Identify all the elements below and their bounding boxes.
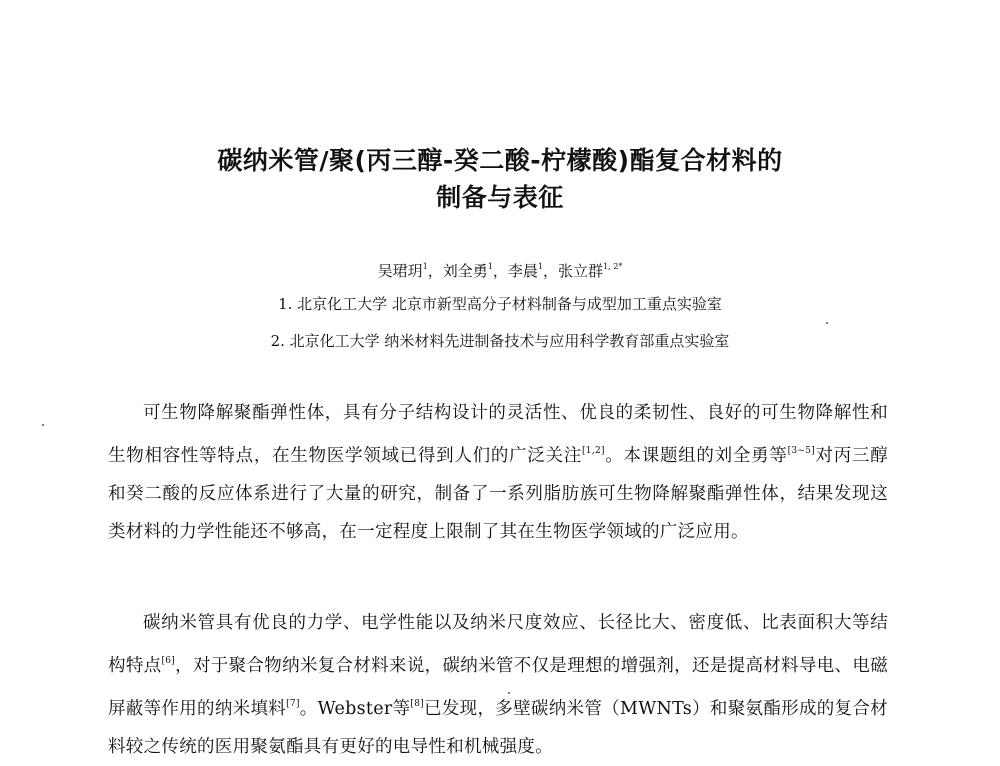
citation-ref: [6] [161,656,176,666]
affiliation-1: 1. 北京化工大学 北京市新型高分子材料制备与成型加工重点实验室 [278,295,722,313]
paper-title-line-1: 碳纳米管/聚(丙三醇-癸二酸-柠檬酸)酯复合材料的 [217,146,783,175]
author-name: 刘全勇 [442,262,488,280]
paragraph-text: 对丙三醇和癸二酸的反应体系进行了大量的研究，制备了一系列脂肪族可生物降解聚酯弹性体，结果发现这类材料的力学性能还不够高，在一定程度上限制了其在生物医学领域的广泛应用。 [108,446,888,542]
citation-ref: [1,2] [581,446,605,456]
scan-speck [826,322,828,324]
author-affiliation-mark: 1 [422,262,428,271]
author-name: 李晨 [507,262,538,280]
paragraph-text: 已发现，多壁碳纳米管（MWNTs）和聚氨酯形成的复合材料较之传统的医用聚氨酯具有更好的电导性和机械强度。 [108,699,889,757]
citation-ref: [3~5] [787,446,816,456]
paragraph-text: 。本课题组的刘全勇等 [604,446,788,466]
author-separator: ， [543,262,559,280]
citation-ref: [7] [286,699,300,709]
paragraph-text: 可生物降解聚酯弹性体，具有分子结构设计的灵活性、优良的柔韧性、良好的可生物降解性和生物相容性等特点，在生物医学领域已得到人们的广泛关注 [108,403,888,466]
author-affiliation-mark: 1, 2* [603,262,623,271]
body-paragraph-2 [108,604,888,766]
author-name: 吴珺玥 [377,262,423,280]
author-separator: ， [427,262,443,280]
scan-speck [42,424,44,426]
author-separator: ， [492,262,508,280]
paragraph-text: 。Webster等 [299,699,411,719]
body-paragraph-1 [108,394,888,551]
author-affiliation-mark: 1 [487,262,493,271]
affiliation-2: 2. 北京化工大学 纳米材料先进制备技术与应用科学教育部重点实验室 [270,332,730,350]
paragraph-text: 碳纳米管具有优良的力学、电学性能以及纳米尺度效应、长径比大、密度低、比表面积大等结构特点 [108,613,888,676]
paper-title-line-2: 制备与表征 [436,183,564,212]
scan-speck [508,692,510,694]
author-affiliation-mark: 1 [537,262,544,271]
citation-ref: [8] [410,699,425,709]
author-name: 张立群 [558,262,604,280]
author-list [0,256,1000,282]
paragraph-text: ，对于聚合物纳米复合材料来说，碳纳米管不仅是理想的增强剂，还是提高材料导电、电磁屏蔽等作用的纳米填料 [108,656,888,719]
